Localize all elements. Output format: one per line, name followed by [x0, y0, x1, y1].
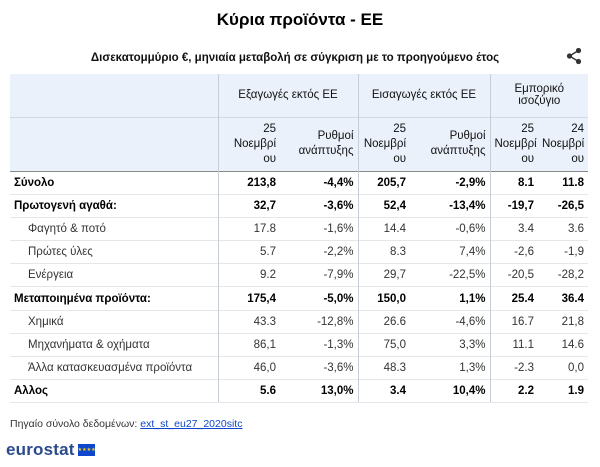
cell-balance-24: -28,2 — [538, 264, 588, 287]
cell-imports-value: 205,7 — [358, 171, 410, 194]
cell-exports-value: 5.6 — [218, 380, 280, 403]
cell-balance-24: 36.4 — [538, 287, 588, 310]
cell-balance-25: -2,6 — [490, 241, 538, 264]
table-row — [10, 310, 588, 333]
row-label: Αλλος — [10, 380, 218, 403]
cell-balance-25: 3.4 — [490, 217, 538, 240]
source-dataset — [10, 418, 242, 430]
col-header-balance-24: 24 Νοεμβρί ου — [538, 117, 588, 171]
cell-exports-growth: -5,0% — [280, 287, 358, 310]
cell-balance-25: 11.1 — [490, 333, 538, 356]
cell-imports-growth: 10,4% — [410, 380, 490, 403]
group-header-exports: Εξαγωγές εκτός ΕΕ — [218, 74, 358, 117]
cell-balance-24: 3.6 — [538, 217, 588, 240]
cell-balance-25: -20,5 — [490, 264, 538, 287]
cell-imports-growth: 7,4% — [410, 241, 490, 264]
cell-exports-value: 32,7 — [218, 194, 280, 217]
logo-text: eurostat — [6, 440, 75, 459]
col-header-imports-value: 25 Νοεμβρί ου — [358, 117, 410, 171]
cell-imports-growth: 3,3% — [410, 333, 490, 356]
table-row — [10, 333, 588, 356]
cell-exports-growth: -1,3% — [280, 333, 358, 356]
col-header-exports-value: 25 Νοεμβρί ου — [218, 117, 280, 171]
cell-exports-value: 46,0 — [218, 357, 280, 380]
eurostat-logo — [6, 440, 95, 460]
cell-exports-value: 213,8 — [218, 171, 280, 194]
cell-imports-growth: -0,6% — [410, 217, 490, 240]
row-label: Σύνολο — [10, 171, 218, 194]
products-table — [10, 74, 588, 403]
cell-balance-24: 11.8 — [538, 171, 588, 194]
cell-imports-value: 3.4 — [358, 380, 410, 403]
cell-exports-value: 17.8 — [218, 217, 280, 240]
eu-flag-icon: ★★★★ — [78, 444, 95, 456]
cell-exports-growth: -7,9% — [280, 264, 358, 287]
cell-balance-24: -26,5 — [538, 194, 588, 217]
cell-balance-24: 14.6 — [538, 333, 588, 356]
table-row — [10, 217, 588, 240]
cell-imports-value: 8.3 — [358, 241, 410, 264]
group-header-imports: Εισαγωγές εκτός ΕΕ — [358, 74, 490, 117]
cell-balance-25: 16.7 — [490, 310, 538, 333]
cell-exports-growth: -12,8% — [280, 310, 358, 333]
cell-imports-growth: -4,6% — [410, 310, 490, 333]
cell-exports-value: 5.7 — [218, 241, 280, 264]
row-label: Φαγητό & ποτό — [10, 217, 218, 240]
row-label: Χημικά — [10, 310, 218, 333]
cell-imports-value: 150,0 — [358, 287, 410, 310]
cell-balance-24: 0,0 — [538, 357, 588, 380]
source-label: Πηγαίο σύνολο δεδομένων: — [10, 418, 138, 430]
cell-imports-value: 14.4 — [358, 217, 410, 240]
cell-exports-growth: -1,6% — [280, 217, 358, 240]
row-label: Μεταποιημένα προϊόντα: — [10, 287, 218, 310]
cell-balance-25: -19,7 — [490, 194, 538, 217]
cell-balance-25: -2.3 — [490, 357, 538, 380]
cell-exports-growth: -3,6% — [280, 194, 358, 217]
cell-imports-value: 48.3 — [358, 357, 410, 380]
table-row — [10, 171, 588, 194]
table-row — [10, 287, 588, 310]
cell-imports-growth: 1,1% — [410, 287, 490, 310]
cell-exports-growth: -4,4% — [280, 171, 358, 194]
table-row — [10, 357, 588, 380]
cell-imports-growth: 1,3% — [410, 357, 490, 380]
row-label: Άλλα κατασκευασμένα προϊόντα — [10, 357, 218, 380]
table-subtitle: Δισεκατομμύριο €, μηνιαία μεταβολή σε σύγκριση με το προηγούμενο έτος — [90, 52, 500, 64]
table-row — [10, 194, 588, 217]
table-row — [10, 264, 588, 287]
row-label: Μηχανήματα & οχήματα — [10, 333, 218, 356]
col-header-balance-25: 25 Νοεμβρί ου — [490, 117, 538, 171]
row-label: Πρωτογενή αγαθά: — [10, 194, 218, 217]
cell-exports-value: 175,4 — [218, 287, 280, 310]
cell-imports-growth: -2,9% — [410, 171, 490, 194]
cell-exports-growth: -2,2% — [280, 241, 358, 264]
group-header-balance: Εμπορικό ισοζύγιο — [490, 74, 588, 117]
cell-exports-value: 86,1 — [218, 333, 280, 356]
cell-balance-24: 1.9 — [538, 380, 588, 403]
cell-exports-value: 43.3 — [218, 310, 280, 333]
cell-exports-growth: 13,0% — [280, 380, 358, 403]
cell-exports-growth: -3,6% — [280, 357, 358, 380]
table-row — [10, 241, 588, 264]
share-icon[interactable] — [565, 47, 583, 65]
row-label: Πρώτες ύλες — [10, 241, 218, 264]
header-corner — [10, 74, 218, 117]
cell-imports-growth: -22,5% — [410, 264, 490, 287]
cell-balance-25: 25.4 — [490, 287, 538, 310]
source-link[interactable]: ext_st_eu27_2020sitc — [140, 418, 243, 430]
table-row — [10, 380, 588, 403]
cell-imports-value: 52,4 — [358, 194, 410, 217]
cell-balance-25: 8.1 — [490, 171, 538, 194]
cell-balance-24: 21,8 — [538, 310, 588, 333]
cell-balance-25: 2.2 — [490, 380, 538, 403]
row-label: Ενέργεια — [10, 264, 218, 287]
cell-exports-value: 9.2 — [218, 264, 280, 287]
col-header-imports-growth: Ρυθμοί ανάπτυξης — [410, 117, 490, 171]
col-header-exports-growth: Ρυθμοί ανάπτυξης — [280, 117, 358, 171]
cell-imports-value: 26.6 — [358, 310, 410, 333]
cell-balance-24: -1,9 — [538, 241, 588, 264]
cell-imports-growth: -13,4% — [410, 194, 490, 217]
cell-imports-value: 29,7 — [358, 264, 410, 287]
cell-imports-value: 75,0 — [358, 333, 410, 356]
subheader-corner — [10, 117, 218, 171]
page-title: Κύρια προϊόντα - ΕΕ — [216, 10, 384, 29]
